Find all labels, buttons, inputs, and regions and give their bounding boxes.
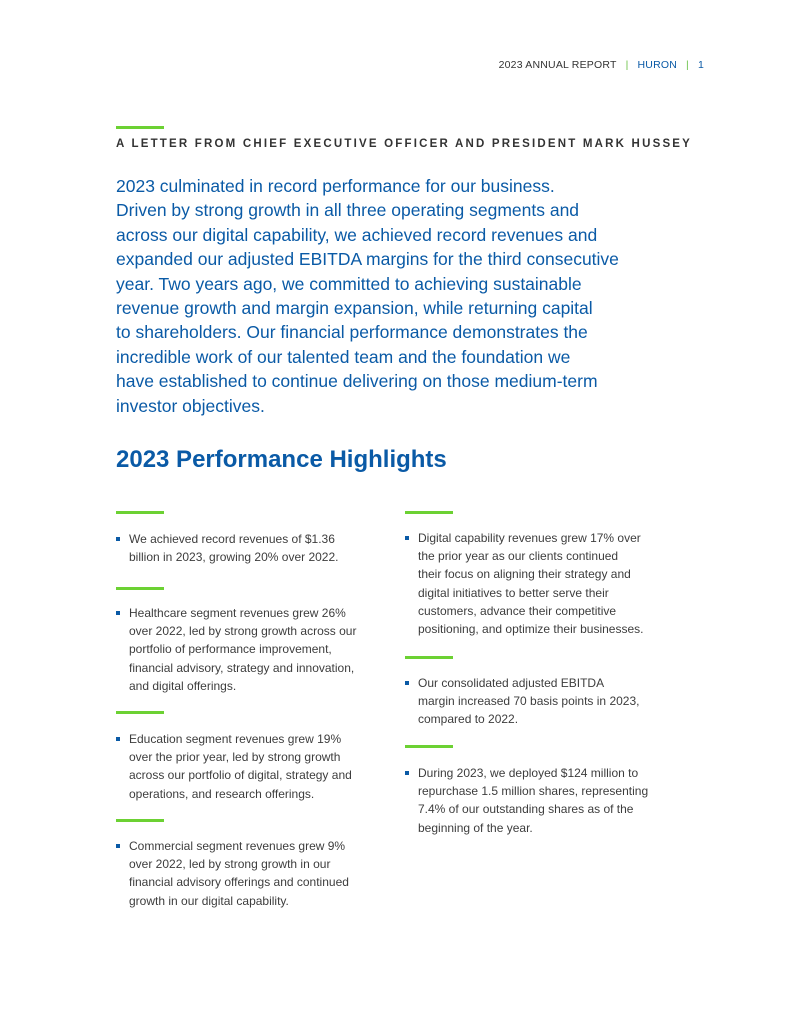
item-line: beginning of the year. — [418, 820, 533, 835]
lead-line: expanded our adjusted EBITDA margins for the third consecutive — [116, 249, 619, 270]
item-line: Healthcare segment revenues grew 26% — [129, 606, 346, 620]
highlight-item-healthcare — [116, 604, 399, 695]
lead-line: year. Two years ago, we committed to achieving sustainable — [116, 273, 582, 294]
item-line: growth in our digital capability. — [129, 893, 289, 908]
item-line: and digital offerings. — [129, 678, 237, 693]
item-line: portfolio of performance improvement, — [129, 642, 332, 657]
item-line: Digital capability revenues grew 17% over — [418, 531, 641, 545]
page-number: 1 — [697, 59, 704, 71]
item-line: We achieved record revenues of $1.36 — [129, 532, 335, 546]
highlight-item-ebitda — [405, 674, 693, 729]
bullet-icon — [405, 771, 409, 775]
accent-bar — [116, 819, 164, 822]
bullet-icon — [116, 844, 120, 848]
lead-paragraph — [116, 174, 676, 418]
lead-line: investor objectives. — [116, 395, 265, 416]
highlight-item-repurchase — [405, 764, 693, 837]
item-line: over 2022, led by strong growth in our — [129, 857, 331, 872]
item-line: During 2023, we deployed $124 million to — [418, 766, 639, 780]
item-line: Our consolidated adjusted EBITDA — [418, 676, 605, 690]
highlight-item-education — [116, 730, 399, 803]
accent-bar — [116, 711, 164, 714]
item-line: their focus on aligning their strategy and — [418, 567, 631, 582]
lead-line: 2023 culminated in record performance for our business. — [116, 176, 555, 196]
highlight-item-commercial — [116, 837, 399, 910]
accent-bar — [116, 511, 164, 514]
bullet-icon — [116, 737, 120, 741]
item-line: across our portfolio of digital, strategy and — [129, 768, 352, 783]
item-line: operations, and research offerings. — [129, 786, 315, 801]
lead-line: have established to continue delivering on those medium-term — [116, 371, 598, 392]
accent-bar-kicker — [116, 126, 164, 129]
item-line: financial advisory offerings and continued — [129, 875, 349, 890]
page-header — [0, 59, 704, 71]
bullet-icon — [116, 611, 120, 615]
item-line: over the prior year, led by strong growth — [129, 750, 341, 765]
letter-kicker: A LETTER FROM CHIEF EXECUTIVE OFFICER AND PRESIDENT MARK HUSSEY — [116, 138, 693, 150]
item-line: Education segment revenues grew 19% — [129, 732, 342, 746]
item-line: digital initiatives to better serve their — [418, 585, 609, 600]
highlights-title: 2023 Performance Highlights — [116, 446, 447, 473]
item-line: billion in 2023, growing 20% over 2022. — [129, 550, 339, 565]
accent-bar — [405, 511, 453, 514]
item-line: positioning, and optimize their businesses. — [418, 622, 644, 637]
item-line: repurchase 1.5 million shares, representing — [418, 784, 649, 799]
report-title: 2023 ANNUAL REPORT — [498, 59, 617, 71]
highlight-item-digital — [405, 529, 693, 638]
item-line: Commercial segment revenues grew 9% — [129, 839, 346, 853]
accent-bar — [405, 745, 453, 748]
item-line: the prior year as our clients continued — [418, 549, 619, 564]
header-separator: | — [625, 59, 629, 71]
header-separator-2: | — [686, 59, 689, 71]
brand-name: HURON — [637, 59, 678, 71]
item-line: financial advisory, strategy and innovation, — [129, 660, 355, 675]
lead-line: to shareholders. Our financial performance demonstrates the — [116, 322, 588, 343]
highlight-item-revenues — [116, 530, 399, 566]
item-line: margin increased 70 basis points in 2023, — [418, 694, 640, 709]
lead-line: revenue growth and margin expansion, while returning capital — [116, 298, 593, 319]
lead-line: across our digital capability, we achieved record revenues and — [116, 224, 598, 245]
lead-line: incredible work of our talented team and the foundation we — [116, 346, 571, 367]
lead-line: Driven by strong growth in all three operating segments and — [116, 200, 580, 221]
accent-bar — [405, 656, 453, 659]
item-line: 7.4% of our outstanding shares as of the — [418, 802, 634, 817]
bullet-icon — [405, 681, 409, 685]
item-line: compared to 2022. — [418, 712, 519, 727]
bullet-icon — [116, 537, 120, 541]
item-line: customers, advance their competitive — [418, 603, 617, 618]
bullet-icon — [405, 536, 409, 540]
item-line: over 2022, led by strong growth across our — [129, 624, 357, 639]
accent-bar — [116, 587, 164, 590]
